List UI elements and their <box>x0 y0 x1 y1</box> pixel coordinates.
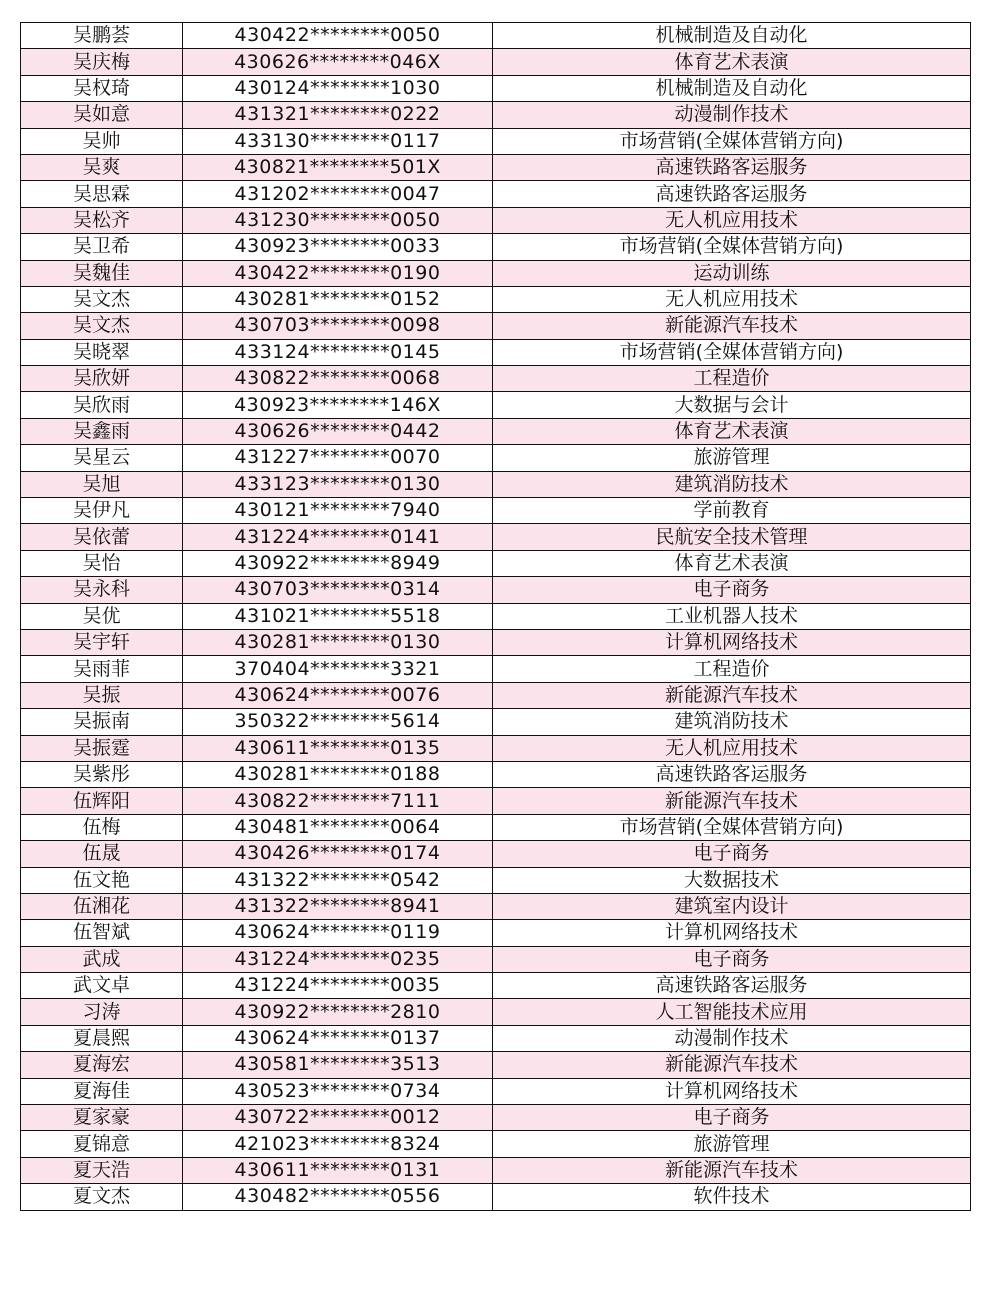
name-cell: 吴庆梅 <box>21 49 183 75</box>
major-cell: 旅游管理 <box>493 1131 971 1157</box>
table-row <box>21 946 971 972</box>
id-number-cell: 430923********146X <box>183 392 493 418</box>
major-cell: 市场营销(全媒体营销方向) <box>493 234 971 260</box>
name-cell: 吴永科 <box>21 577 183 603</box>
table-row <box>21 75 971 101</box>
id-number-cell: 430611********0135 <box>183 735 493 761</box>
id-number-cell: 430624********0076 <box>183 682 493 708</box>
major-cell: 市场营销(全媒体营销方向) <box>493 814 971 840</box>
id-number-cell: 433123********0130 <box>183 471 493 497</box>
major-cell: 无人机应用技术 <box>493 735 971 761</box>
id-number-cell: 370404********3321 <box>183 656 493 682</box>
table-row <box>21 709 971 735</box>
name-cell: 吴思霖 <box>21 181 183 207</box>
table-row <box>21 498 971 524</box>
table-row <box>21 23 971 49</box>
major-cell: 市场营销(全媒体营销方向) <box>493 128 971 154</box>
id-number-cell: 431224********0235 <box>183 946 493 972</box>
name-cell: 吴雨菲 <box>21 656 183 682</box>
major-cell: 高速铁路客运服务 <box>493 181 971 207</box>
major-cell: 旅游管理 <box>493 445 971 471</box>
table-row <box>21 603 971 629</box>
major-cell: 计算机网络技术 <box>493 1078 971 1104</box>
id-number-cell: 430481********0064 <box>183 814 493 840</box>
major-cell: 建筑消防技术 <box>493 471 971 497</box>
name-cell: 伍辉阳 <box>21 788 183 814</box>
table-row <box>21 1052 971 1078</box>
major-cell: 软件技术 <box>493 1184 971 1210</box>
table-row <box>21 392 971 418</box>
major-cell: 学前教育 <box>493 498 971 524</box>
major-cell: 建筑室内设计 <box>493 893 971 919</box>
name-cell: 吴振 <box>21 682 183 708</box>
id-number-cell: 430121********7940 <box>183 498 493 524</box>
major-cell: 高速铁路客运服务 <box>493 154 971 180</box>
table-row <box>21 102 971 128</box>
name-cell: 吴文杰 <box>21 286 183 312</box>
name-cell: 夏家豪 <box>21 1105 183 1131</box>
major-cell: 新能源汽车技术 <box>493 788 971 814</box>
student-table <box>20 22 971 1211</box>
name-cell: 伍晟 <box>21 841 183 867</box>
name-cell: 吴怡 <box>21 550 183 576</box>
id-number-cell: 431021********5518 <box>183 603 493 629</box>
major-cell: 体育艺术表演 <box>493 49 971 75</box>
major-cell: 电子商务 <box>493 841 971 867</box>
id-number-cell: 430722********0012 <box>183 1105 493 1131</box>
id-number-cell: 431224********0035 <box>183 973 493 999</box>
name-cell: 吴帅 <box>21 128 183 154</box>
id-number-cell: 430124********1030 <box>183 75 493 101</box>
major-cell: 大数据技术 <box>493 867 971 893</box>
table-row <box>21 181 971 207</box>
name-cell: 吴鑫雨 <box>21 418 183 444</box>
major-cell: 动漫制作技术 <box>493 1025 971 1051</box>
id-number-cell: 430422********0190 <box>183 260 493 286</box>
name-cell: 夏海佳 <box>21 1078 183 1104</box>
table-row <box>21 286 971 312</box>
name-cell: 夏锦意 <box>21 1131 183 1157</box>
id-number-cell: 430626********0442 <box>183 418 493 444</box>
major-cell: 体育艺术表演 <box>493 418 971 444</box>
table-row <box>21 445 971 471</box>
table-row <box>21 550 971 576</box>
table-row <box>21 339 971 365</box>
major-cell: 动漫制作技术 <box>493 102 971 128</box>
table-row <box>21 1131 971 1157</box>
name-cell: 吴魏佳 <box>21 260 183 286</box>
id-number-cell: 431322********8941 <box>183 893 493 919</box>
major-cell: 人工智能技术应用 <box>493 999 971 1025</box>
table-row <box>21 234 971 260</box>
table-row <box>21 1105 971 1131</box>
id-number-cell: 430703********0098 <box>183 313 493 339</box>
name-cell: 武成 <box>21 946 183 972</box>
name-cell: 吴松齐 <box>21 207 183 233</box>
name-cell: 吴鹏荟 <box>21 23 183 49</box>
name-cell: 吴依蕾 <box>21 524 183 550</box>
major-cell: 机械制造及自动化 <box>493 75 971 101</box>
name-cell: 夏文杰 <box>21 1184 183 1210</box>
name-cell: 伍文艳 <box>21 867 183 893</box>
major-cell: 市场营销(全媒体营销方向) <box>493 339 971 365</box>
id-number-cell: 430822********0068 <box>183 366 493 392</box>
id-number-cell: 431321********0222 <box>183 102 493 128</box>
major-cell: 计算机网络技术 <box>493 920 971 946</box>
name-cell: 夏晨熙 <box>21 1025 183 1051</box>
id-number-cell: 431322********0542 <box>183 867 493 893</box>
table-row <box>21 867 971 893</box>
name-cell: 吴晓翠 <box>21 339 183 365</box>
name-cell: 吴宇轩 <box>21 629 183 655</box>
id-number-cell: 430703********0314 <box>183 577 493 603</box>
table-row <box>21 260 971 286</box>
id-number-cell: 430422********0050 <box>183 23 493 49</box>
major-cell: 电子商务 <box>493 577 971 603</box>
id-number-cell: 421023********8324 <box>183 1131 493 1157</box>
id-number-cell: 430523********0734 <box>183 1078 493 1104</box>
name-cell: 伍智斌 <box>21 920 183 946</box>
name-cell: 吴伊凡 <box>21 498 183 524</box>
major-cell: 运动训练 <box>493 260 971 286</box>
table-row <box>21 418 971 444</box>
id-number-cell: 431224********0141 <box>183 524 493 550</box>
id-number-cell: 431230********0050 <box>183 207 493 233</box>
table-row <box>21 814 971 840</box>
name-cell: 习涛 <box>21 999 183 1025</box>
name-cell: 吴如意 <box>21 102 183 128</box>
id-number-cell: 430624********0137 <box>183 1025 493 1051</box>
table-row <box>21 1025 971 1051</box>
major-cell: 机械制造及自动化 <box>493 23 971 49</box>
table-row <box>21 313 971 339</box>
id-number-cell: 430281********0152 <box>183 286 493 312</box>
table-row <box>21 920 971 946</box>
name-cell: 吴振霆 <box>21 735 183 761</box>
id-number-cell: 430922********2810 <box>183 999 493 1025</box>
id-number-cell: 430426********0174 <box>183 841 493 867</box>
table-row <box>21 49 971 75</box>
id-number-cell: 430281********0188 <box>183 761 493 787</box>
major-cell: 新能源汽车技术 <box>493 1052 971 1078</box>
id-number-cell: 431227********0070 <box>183 445 493 471</box>
major-cell: 高速铁路客运服务 <box>493 761 971 787</box>
name-cell: 吴卫希 <box>21 234 183 260</box>
table-row <box>21 207 971 233</box>
student-table-body <box>21 23 971 1211</box>
major-cell: 工业机器人技术 <box>493 603 971 629</box>
student-list-sheet <box>20 22 970 1211</box>
table-row <box>21 1078 971 1104</box>
name-cell: 吴优 <box>21 603 183 629</box>
id-number-cell: 350322********5614 <box>183 709 493 735</box>
table-row <box>21 841 971 867</box>
major-cell: 电子商务 <box>493 946 971 972</box>
table-row <box>21 366 971 392</box>
name-cell: 伍湘花 <box>21 893 183 919</box>
id-number-cell: 430581********3513 <box>183 1052 493 1078</box>
major-cell: 新能源汽车技术 <box>493 1157 971 1183</box>
id-number-cell: 430281********0130 <box>183 629 493 655</box>
major-cell: 新能源汽车技术 <box>493 313 971 339</box>
table-row <box>21 128 971 154</box>
table-row <box>21 471 971 497</box>
id-number-cell: 430922********8949 <box>183 550 493 576</box>
major-cell: 新能源汽车技术 <box>493 682 971 708</box>
table-row <box>21 577 971 603</box>
id-number-cell: 430821********501X <box>183 154 493 180</box>
name-cell: 夏天浩 <box>21 1157 183 1183</box>
major-cell: 建筑消防技术 <box>493 709 971 735</box>
table-row <box>21 893 971 919</box>
name-cell: 吴星云 <box>21 445 183 471</box>
name-cell: 吴旭 <box>21 471 183 497</box>
major-cell: 工程造价 <box>493 656 971 682</box>
id-number-cell: 430923********0033 <box>183 234 493 260</box>
table-row <box>21 761 971 787</box>
name-cell: 吴欣雨 <box>21 392 183 418</box>
major-cell: 工程造价 <box>493 366 971 392</box>
table-row <box>21 656 971 682</box>
id-number-cell: 433124********0145 <box>183 339 493 365</box>
name-cell: 吴权琦 <box>21 75 183 101</box>
id-number-cell: 430611********0131 <box>183 1157 493 1183</box>
name-cell: 吴紫彤 <box>21 761 183 787</box>
major-cell: 无人机应用技术 <box>493 207 971 233</box>
major-cell: 民航安全技术管理 <box>493 524 971 550</box>
id-number-cell: 431202********0047 <box>183 181 493 207</box>
table-row <box>21 973 971 999</box>
table-row <box>21 682 971 708</box>
major-cell: 高速铁路客运服务 <box>493 973 971 999</box>
name-cell: 武文卓 <box>21 973 183 999</box>
major-cell: 电子商务 <box>493 1105 971 1131</box>
table-row <box>21 629 971 655</box>
major-cell: 计算机网络技术 <box>493 629 971 655</box>
name-cell: 吴欣妍 <box>21 366 183 392</box>
id-number-cell: 433130********0117 <box>183 128 493 154</box>
id-number-cell: 430482********0556 <box>183 1184 493 1210</box>
name-cell: 吴爽 <box>21 154 183 180</box>
name-cell: 吴振南 <box>21 709 183 735</box>
name-cell: 吴文杰 <box>21 313 183 339</box>
name-cell: 伍梅 <box>21 814 183 840</box>
id-number-cell: 430626********046X <box>183 49 493 75</box>
table-row <box>21 524 971 550</box>
id-number-cell: 430822********7111 <box>183 788 493 814</box>
name-cell: 夏海宏 <box>21 1052 183 1078</box>
table-row <box>21 788 971 814</box>
major-cell: 体育艺术表演 <box>493 550 971 576</box>
table-row <box>21 154 971 180</box>
table-row <box>21 999 971 1025</box>
table-row <box>21 1157 971 1183</box>
major-cell: 大数据与会计 <box>493 392 971 418</box>
major-cell: 无人机应用技术 <box>493 286 971 312</box>
table-row <box>21 1184 971 1210</box>
id-number-cell: 430624********0119 <box>183 920 493 946</box>
table-row <box>21 735 971 761</box>
